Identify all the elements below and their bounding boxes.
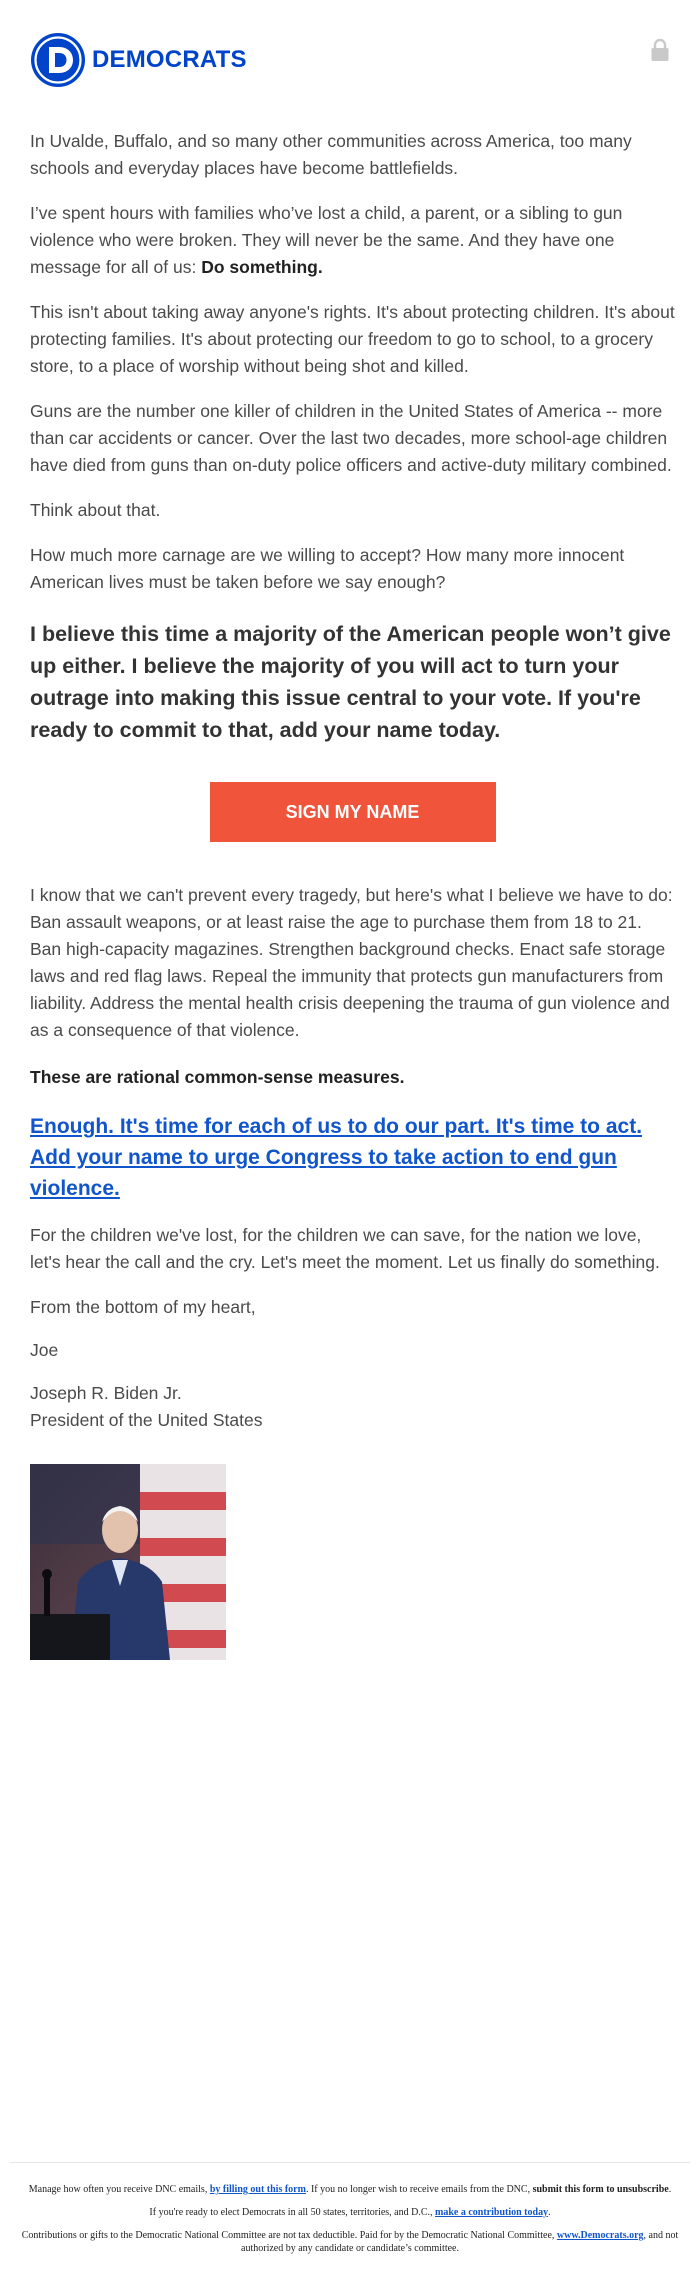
democrats-org-link[interactable]: www.Democrats.org (556, 2230, 644, 2241)
contribution-link[interactable]: make a contribution today (435, 2207, 549, 2218)
cta-container (30, 782, 675, 842)
signature-title: President of the United States (30, 1410, 263, 1430)
lock-icon (650, 38, 670, 62)
commitment-statement: I believe this time a majority of the American people won’t give up either. I believe the majority of you will act to turn your outrage into making this issue central to your vote. If you're ready to commit to that, add your name today. (30, 622, 671, 742)
add-your-name-link[interactable]: Enough. It's time for each of us to do our part. It's time to act. Add your name to urge Congress to take action to end gun violence. (30, 1115, 643, 1200)
paragraph-intro: In Uvalde, Buffalo, and so many other communities across America, too many schools and everyday places have become battlefields. (30, 131, 632, 178)
signature-full (30, 1380, 675, 1434)
signature-name: Joseph R. Biden Jr. (30, 1383, 182, 1403)
email-header (0, 0, 700, 120)
footer-contribute-row (10, 2206, 690, 2219)
president-photo (30, 1464, 226, 1660)
closing-line: From the bottom of my heart, (30, 1297, 256, 1317)
footer-disclaimer-end: , and not authorized by any candidate or candidate’s committee. (241, 2230, 679, 2254)
manage-frequency-link[interactable]: by filling out this form (209, 2184, 306, 2195)
unsubscribe-link[interactable]: submit this form to unsubscribe (532, 2184, 669, 2195)
paragraph-rights: This isn't about taking away anyone's rights. It's about protecting children. It's about protecting families. It's about protecting our freedom to go to school, to a grocery store, to a place of worship without being shot and killed. (30, 302, 675, 376)
sign-my-name-button[interactable]: SIGN MY NAME (210, 782, 496, 842)
logo-wordmark: DEMOCRATS (92, 46, 247, 73)
footer-period: . (668, 2184, 672, 2195)
email-body (30, 128, 675, 1660)
signature-block (30, 1294, 675, 1434)
paragraph-children: For the children we've lost, for the children we can save, for the nation we love, let's hear the call and the cry. Let's meet the moment. Let us finally do something. (30, 1225, 660, 1272)
footer-period-2: . (548, 2207, 551, 2218)
email-footer (10, 2162, 690, 2265)
paragraph-measures: I know that we can't prevent every tragedy, but here's what I believe we have to do: Ban assault weapons, or at least raise the age to purchase them from 18 to 21. Ban high-capacity magazines. Strengthen background checks. Enact safe storage laws and red flag laws. Repeal the immunity that protects gun manufacturers from liability. Address the mental health crisis deepening the trauma of gun violence and as a consequence of that violence. (30, 885, 673, 1040)
signature-first-name: Joe (30, 1340, 59, 1360)
footer-disclaimer-row (10, 2229, 690, 2255)
footer-contribute-text: If you're ready to elect Democrats in all 50 states, territories, and D.C., (149, 2207, 436, 2218)
paragraph-families (30, 200, 675, 281)
paragraph-statistics: Guns are the number one killer of children in the United States of America -- more than car accidents or cancer. Over the last two decades, more school-age children have died from guns than on-duty police officers and active-duty military combined. (30, 401, 672, 475)
paragraph-carnage: How much more carnage are we willing to accept? How many more innocent American lives must be taken before we say enough? (30, 545, 625, 592)
democrats-logo[interactable] (30, 32, 247, 88)
paragraph-think: Think about that. (30, 500, 161, 520)
democrats-d-logo-icon (30, 32, 86, 88)
common-sense-statement: These are rational common-sense measures. (30, 1067, 405, 1087)
footer-disclaimer-text: Contributions or gifts to the Democratic National Committee are not tax deductible. Paid for by the Democratic National Committee, (21, 2230, 557, 2241)
footer-manage-row (10, 2183, 690, 2196)
do-something-emphasis: Do something. (201, 257, 323, 277)
footer-manage-text: Manage how often you receive DNC emails, (28, 2184, 210, 2195)
footer-unsubscribe-text: . If you no longer wish to receive emails from the DNC, (305, 2184, 533, 2195)
paragraph-families-text: I’ve spent hours with families who’ve lost a child, a parent, or a sibling to gun violence who were broken. They will never be the same. And they have one message for all of us: (30, 203, 623, 277)
